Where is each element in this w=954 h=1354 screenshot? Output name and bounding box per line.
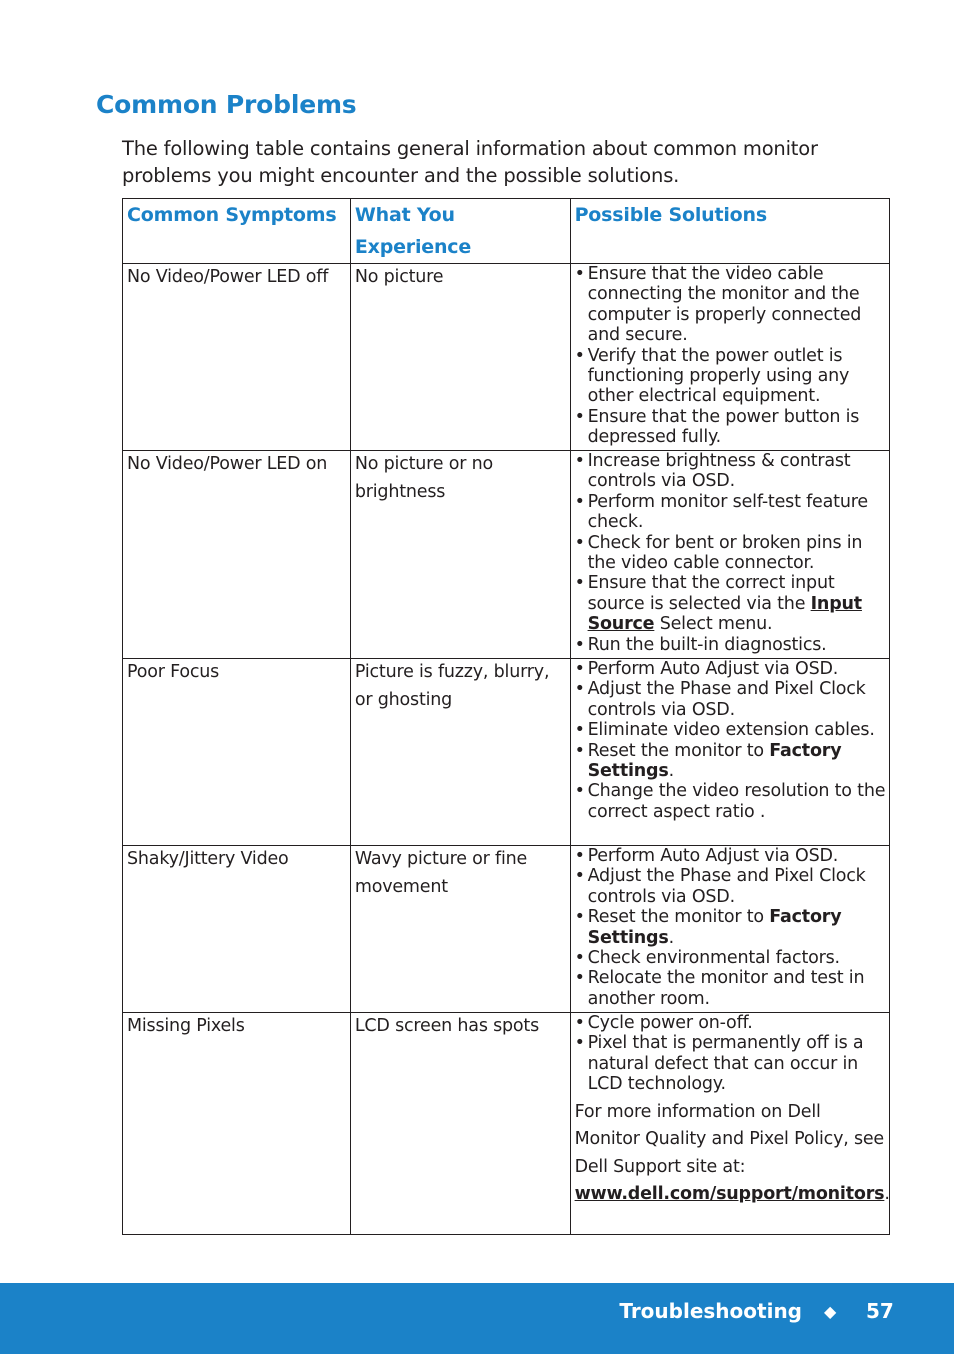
solution-item: [575, 907, 889, 948]
solution-item: • Check environmental factors.: [575, 948, 889, 968]
header-possible-solutions: Possible Solutions: [570, 199, 889, 264]
note-text: .: [884, 1184, 890, 1205]
footer-section-title: Troubleshooting: [619, 1299, 802, 1323]
intro-paragraph: The following table contains general information about common monitor problems you might encounter and the possible solutions.: [122, 137, 818, 187]
solution-text: Select menu.: [654, 614, 773, 635]
solutions-cell: [570, 451, 889, 659]
solution-item: • Run the built-in diagnostics.: [575, 635, 889, 655]
page-number: 57: [866, 1299, 894, 1323]
table-row: [123, 1013, 890, 1235]
solution-item: • Eliminate video extension cables.: [575, 720, 889, 740]
symptom-cell: Shaky/Jittery Video: [123, 846, 351, 1013]
symptom-cell: Poor Focus: [123, 659, 351, 846]
symptom-cell: No Video/Power LED off: [123, 264, 351, 451]
solution-text: .: [668, 927, 674, 948]
solution-item: • Relocate the monitor and test in another room.: [575, 968, 889, 1009]
solution-item: [575, 573, 889, 634]
solution-text: Reset the monitor to: [587, 740, 770, 761]
common-problems-table: [122, 198, 890, 1235]
symptom-cell: No Video/Power LED on: [123, 451, 351, 659]
dell-support-link[interactable]: www.dell.com/support/monitors: [574, 1184, 885, 1205]
solution-text: .: [668, 761, 674, 782]
solution-item: • Change the video resolution to the correct aspect ratio .: [575, 781, 889, 822]
solution-item: • Perform monitor self-test feature check.: [575, 492, 889, 533]
experience-cell: Picture is fuzzy, blurry, or ghosting: [350, 659, 570, 846]
factory-settings-label: Factory Settings: [587, 907, 842, 948]
note-text: For more information on Dell Monitor Quality and Pixel Policy, see Dell Support site at:: [574, 1101, 884, 1177]
solution-item: • Verify that the power outlet is functioning properly using any other electrical equipment.: [575, 346, 889, 407]
solution-text: Reset the monitor to: [587, 907, 770, 928]
solution-text: Ensure that the correct input source is selected via the: [587, 573, 835, 614]
solution-item: • Ensure that the power button is depressed fully.: [575, 407, 889, 448]
solutions-cell: [570, 264, 889, 451]
solution-item: • Adjust the Phase and Pixel Clock controls via OSD.: [575, 866, 889, 907]
solution-item: • Adjust the Phase and Pixel Clock controls via OSD.: [575, 679, 889, 720]
table-row: [123, 264, 890, 451]
solutions-cell: [570, 846, 889, 1013]
solution-item: • Check for bent or broken pins in the video cable connector.: [575, 533, 889, 574]
solution-item: • Perform Auto Adjust via OSD.: [575, 846, 889, 866]
table-row: [123, 451, 890, 659]
experience-cell: No picture: [350, 264, 570, 451]
solutions-cell: [570, 1013, 889, 1235]
table-row: [123, 846, 890, 1013]
solution-item: • Pixel that is permanently off is a natural defect that can occur in LCD technology.: [575, 1033, 889, 1094]
pixel-policy-note: [575, 1099, 889, 1209]
solutions-cell: [570, 659, 889, 846]
experience-cell: No picture or no brightness: [350, 451, 570, 659]
page-title: Common Problems: [96, 90, 357, 119]
table-header-row: [123, 199, 890, 264]
solution-item: • Ensure that the video cable connecting the monitor and the computer is properly connected and secure.: [575, 264, 889, 346]
table-row: [123, 659, 890, 846]
solution-item: • Increase brightness & contrast controls via OSD.: [575, 451, 889, 492]
solution-item: • Cycle power on-off.: [575, 1013, 889, 1033]
header-common-symptoms: Common Symptoms: [123, 199, 351, 264]
experience-cell: LCD screen has spots: [350, 1013, 570, 1235]
solution-item: • Perform Auto Adjust via OSD.: [575, 659, 889, 679]
solution-item: [575, 741, 889, 782]
header-what-you-experience: What You Experience: [350, 199, 570, 264]
input-source-link[interactable]: Input Source: [587, 593, 862, 635]
diamond-separator-icon: ◆: [824, 1302, 837, 1321]
page-footer: [0, 1283, 954, 1354]
experience-cell: Wavy picture or fine movement: [350, 846, 570, 1013]
factory-settings-label: Factory Settings: [587, 740, 842, 782]
symptom-cell: Missing Pixels: [123, 1013, 351, 1235]
